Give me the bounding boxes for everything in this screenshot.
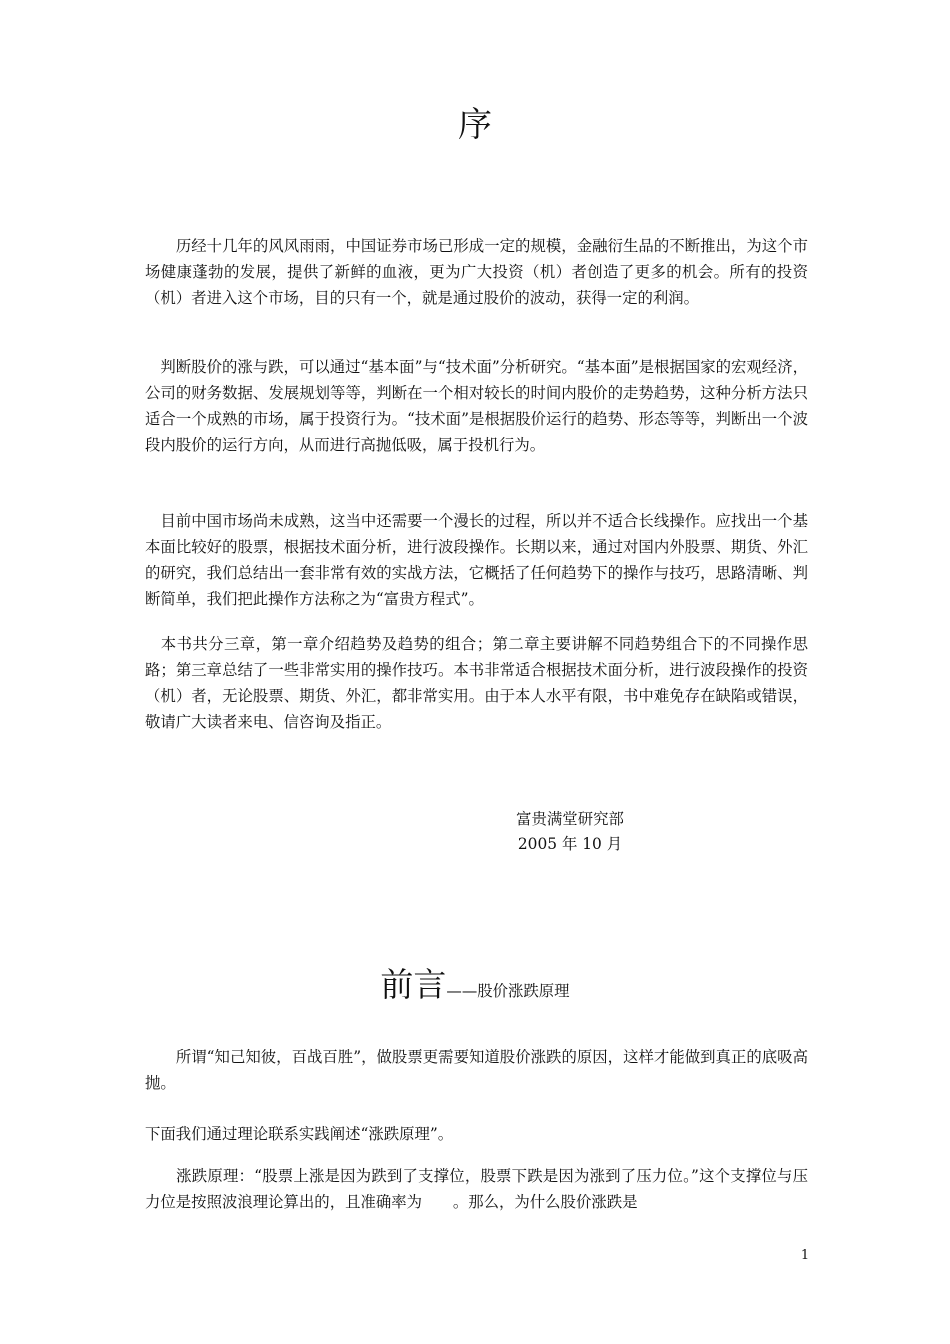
preface-paragraph-4: 本书共分三章，第一章介绍趋势及趋势的组合；第二章主要讲解不同趋势组合下的不同操作思路；第三章总结了一些非常实用的操作技巧。本书非常适合根据技术面分析，进行波段操作的投资（机）者，无论股票、期货、外汇，都非常实用。由于本人水平有限，书中难免存在缺陷或错误，敬请广大读者来电、信咨询及指正。	[145, 635, 808, 731]
preface-paragraph-3: 目前中国市场尚未成熟，这当中还需要一个漫长的过程，所以并不适合长线操作。应找出一个基本面比较好的股票，根据技术面分析，进行波段操作。长期以来，通过对国内外股票、期货、外汇的研究，我们总结出一套非常有效的实战方法，它概括了任何趋势下的操作与技巧，思路清晰、判断简单，我们把此操作方法称之为“富贵方程式”。	[145, 512, 808, 608]
foreword-title-main: 前言	[380, 965, 447, 1004]
foreword-title	[0, 960, 950, 1016]
signature-date: 2005 年 10 月	[517, 835, 623, 853]
foreword-paragraph-2: 下面我们通过理论联系实践阐述“涨跌原理”。	[145, 1125, 454, 1143]
signature: 富贵满堂研究部	[516, 810, 624, 828]
preface-paragraph-2: 判断股价的涨与跌，可以通过“基本面”与“技术面”分析研究。“基本面”是根据国家的宏观经济，公司的财务数据、发展规划等等，判断在一个相对较长的时间内股价的走势趋势，这种分析方法只适合一个成熟的市场，属于投资行为。“技术面”是根据股价运行的趋势、形态等等，判断出一个波段内股价的运行方向，从而进行高抛低吸，属于投机行为。	[145, 358, 808, 454]
foreword-paragraph-3: 涨跌原理：“股票上涨是因为跌到了支撑位，股票下跌是因为涨到了压力位。”这个支撑位与压力位是按照波浪理论算出的，且准确率为 。那么，为什么股价涨跌是	[145, 1167, 808, 1211]
foreword-title-sub: ——股价涨跌原理	[446, 982, 570, 1000]
foreword-paragraph-1: 所谓“知己知彼，百战百胜”，做股票更需要知道股价涨跌的原因，这样才能做到真正的底吸高抛。	[145, 1048, 808, 1092]
preface-title: 序	[458, 105, 492, 145]
preface-paragraph-1: 历经十几年的风风雨雨，中国证券市场已形成一定的规模，金融衍生品的不断推出，为这个市场健康蓬勃的发展，提供了新鲜的血液，更为广大投资（机）者创造了更多的机会。所有的投资（机）者进入这个市场，目的只有一个，就是通过股价的波动，获得一定的利润。	[145, 237, 808, 307]
page-number: 1	[800, 1248, 810, 1263]
